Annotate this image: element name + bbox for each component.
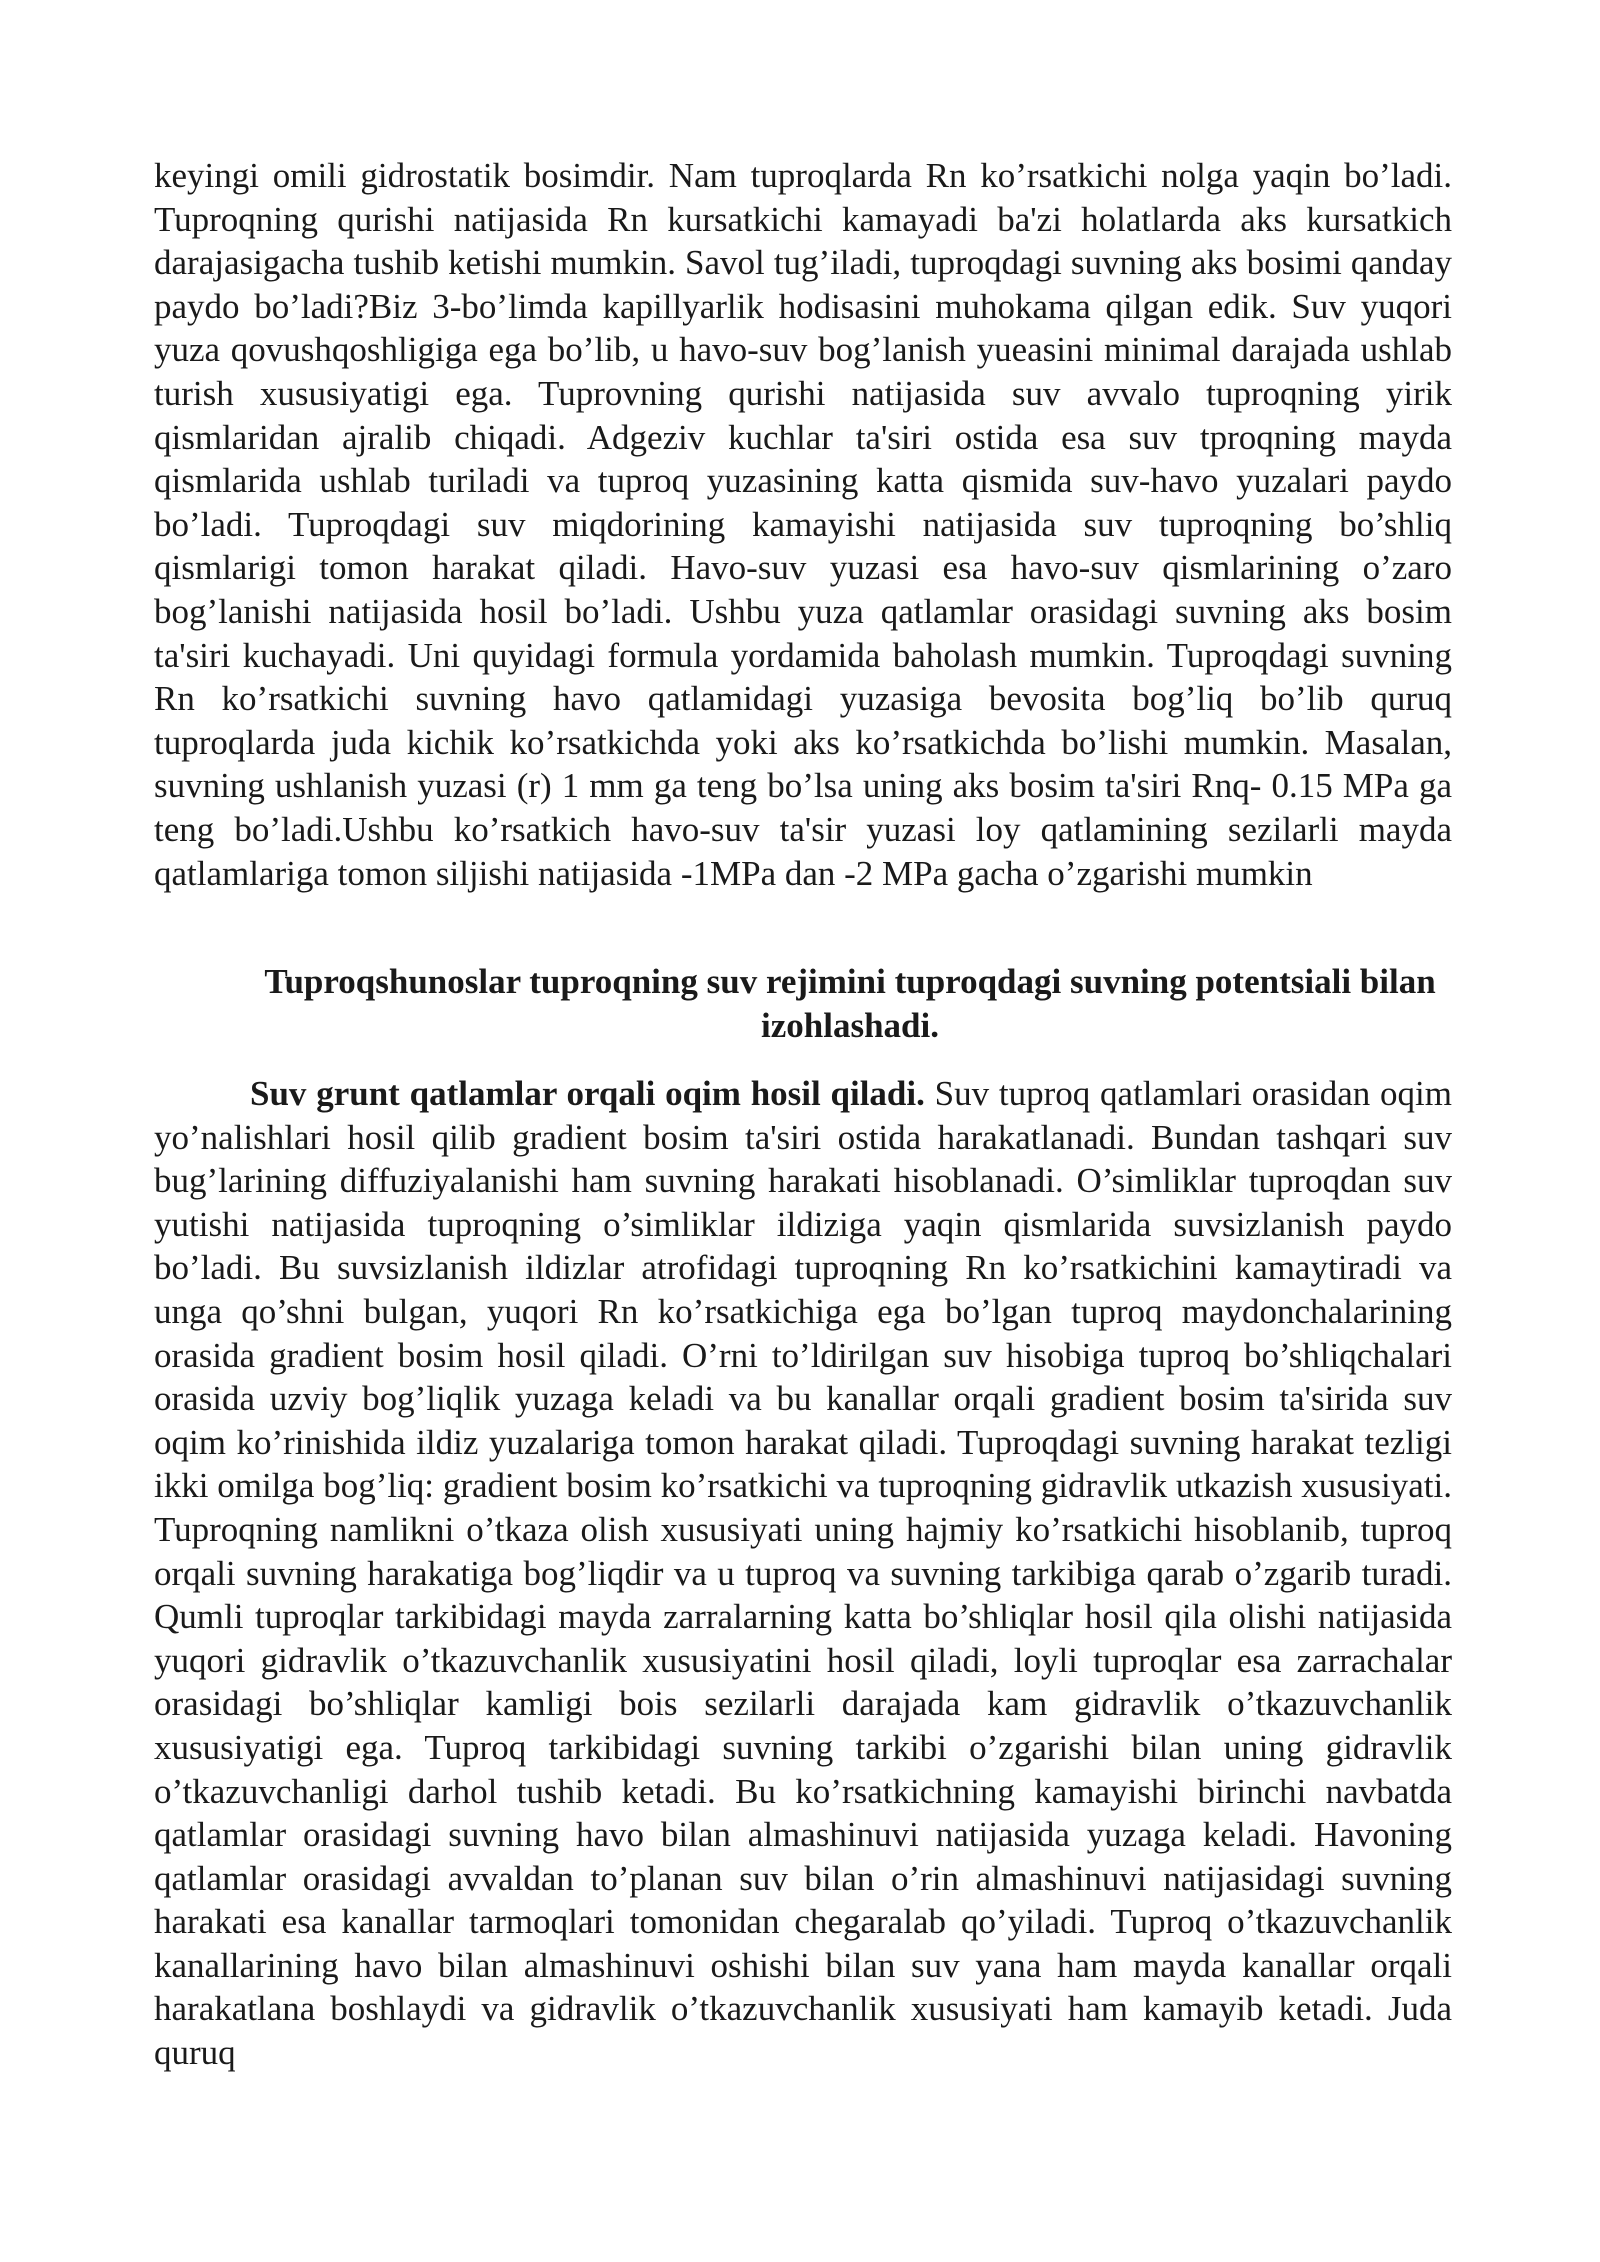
body-paragraph-2: [154, 1072, 1452, 2075]
section-heading: Tuproqshunoslar tuproqning suv rejimini tuproqdagi suvning potentsiali bilan izohlashadi.: [264, 962, 1436, 1045]
body-paragraph-1: keyingi omili gidrostatik bosimdir. Nam tuproqlarda Rn ko’rsatkichi nolga yaqin bo’ladi. Tuproqning qurishi natijasida Rn kursatkichi kamayadi ba'zi holatlarda aks kursatkich darajasigacha tushib ketishi mumkin. Savol tug’iladi, tuproqdagi suvning aks bosimi qanday paydo bo’ladi?Biz 3-bo’limda kapillyarlik hodisasini muhokama qilgan edik. Suv yuqori yuza qovushqoshligiga ega bo’lib, u havo-suv bog’lanish yueasini minimal darajada ushlab turish xususiyatigi ega. Tuprovning qurishi natijasida suv avvalo tuproqning yirik qismlaridan ajralib chiqadi. Adgeziv kuchlar ta'siri ostida esa suv tproqning mayda qismlarida ushlab turiladi va tuproq yuzasining katta qismida suv-havo yuzalari paydo bo’ladi. Tuproqdagi suv miqdorining kamayishi natijasida suv tuproqning bo’shliq qismlarigi tomon harakat qiladi. Havo-suv yuzasi esa havo-suv qismlarining o’zaro bog’lanishi natijasida hosil bo’ladi. Ushbu yuza qatlamlar orasidagi suvning aks bosim ta'siri kuchayadi. Uni quyidagi formula yordamida baholash mumkin. Tuproqdagi suvning Rn ko’rsatkichi suvning havo qatlamidagi yuzasiga bevosita bog’liq bo’lib quruq tuproqlarda juda kichik ko’rsatkichda yoki aks ko’rsatkichda bo’lishi mumkin. Masalan, suvning ushlanish yuzasi (r) 1 mm ga teng bo’lsa uning aks bosim ta'siri Rnq- 0.15 MPa ga teng bo’ladi.Ushbu ko’rsatkich havo-suv ta'sir yuzasi loy qatlamining sezilarli mayda qatlamlariga tomon siljishi natijasida -1MPa dan -2 MPa gacha o’zgarishi mumkin: [154, 156, 1452, 893]
paragraph-body-text: Suv tuproq qatlamlari orasidan oqim yo’nalishlari hosil qilib gradient bosim ta'siri ostida harakatlanadi. Bundan tashqari suv bug’larining diffuziyalanishi ham suvning harakati hisoblanadi. O’simliklar tuproqdan suv yutishi natijasida tuproqning o’simliklar ildiziga yaqin qismlarida suvsizlanish paydo bo’ladi. Bu suvsizlanish ildizlar atrofidagi tuproqning Rn ko’rsatkichini kamaytiradi va unga qo’shni bulgan, yuqori Rn ko’rsatkichiga ega bo’lgan tuproq maydonchalarining orasida gradient bosim hosil qiladi. O’rni to’ldirilgan suv hisobiga tuproq bo’shliqchalari orasida uzviy bog’liqlik yuzaga keladi va bu kanallar orqali gradient bosim ta'sirida suv oqim ko’rinishida ildiz yuzalariga tomon harakat qiladi. Tuproqdagi suvning harakat tezligi ikki omilga bog’liq: gradient bosim ko’rsatkichi va tuproqning gidravlik utkazish xususiyati. Tuproqning namlikni o’tkaza olish xususiyati uning hajmiy ko’rsatkichi hisoblanib, tuproq orqali suvning harakatiga bog’liqdir va u tuproq va suvning tarkibiga qarab o’zgarib turadi. Qumli tuproqlar tarkibidagi mayda zarralarning katta bo’shliqlar hosil qila olishi natijasida yuqori gidravlik o’tkazuvchanlik xususiyatini hosil qiladi, loyli tuproqlar esa zarrachalar orasidagi bo’shliqlar kamligi bois sezilarli darajada kam gidravlik o’tkazuvchanlik xususiyatigi ega. Tuproq tarkibidagi suvning tarkibi o’zgarishi bilan uning gidravlik o’tkazuvchanligi darhol tushib ketadi. Bu ko’rsatkichning kamayishi birinchi navbatda qatlamlar orasidagi suvning havo bilan almashinuvi natijasida yuzaga keladi. Havoning qatlamlar orasidagi avvaldan to’planan suv bilan o’rin almashinuvi natijasidagi suvning harakati esa kanallar tarmoqlari tomonidan chegaralab qo’yiladi. Tuproq o’tkazuvchanlik kanallarining havo bilan almashinuvi oshishi bilan suv yana ham mayda kanallar orqali harakatlana boshlaydi va gidravlik o’tkazuvchanlik xususiyati ham kamayib ketadi. Juda quruq: [154, 1074, 1452, 2073]
paragraph-lead-bold: Suv grunt qatlamlar orqali oqim hosil qiladi.: [250, 1074, 925, 1113]
